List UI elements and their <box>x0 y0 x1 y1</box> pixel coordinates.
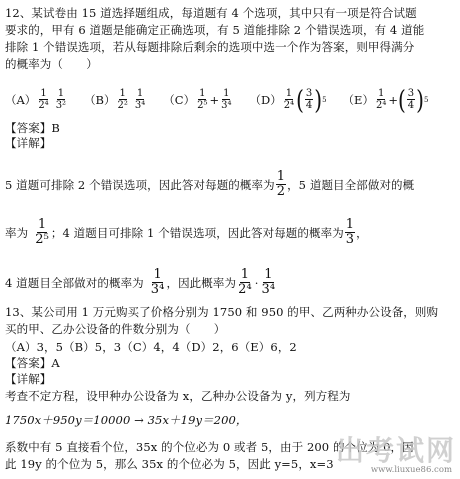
sol12-line-1 <box>5 170 414 199</box>
num: 3 <box>407 88 415 99</box>
den: 3⁴ <box>150 282 165 297</box>
den: 2⁵ <box>35 232 49 247</box>
option-c <box>163 88 233 111</box>
den: 3⁴ <box>261 282 276 297</box>
sol12-text: 5 道题可排除 2 个错误选项，因此答对每题的概率为 <box>5 177 275 192</box>
num: 1 <box>199 88 206 99</box>
exponent: 5 <box>322 95 327 104</box>
q12-options <box>5 83 429 116</box>
q13-solution-3: 此 19y 的个位为 5，那么 35x 的个位必为 5，因此 y=5，x=3 <box>5 457 334 471</box>
den: 3⁴ <box>221 100 232 111</box>
option-d <box>249 83 327 116</box>
plus-sign: + <box>388 92 398 107</box>
num: 1 <box>136 88 144 99</box>
den: 2⁴ <box>238 282 252 297</box>
den: 3⁴ <box>134 100 146 111</box>
den: 4 <box>407 100 415 111</box>
q12-line-3: 排除 1 个错误选项，若从每题排除后剩余的选项中选一个作为答案，则甲得满分 <box>5 40 415 54</box>
detail-13: 【详解】 <box>5 372 52 386</box>
sol12-text: 4 道题目全部做对的概率为 <box>5 275 144 290</box>
frac-e1 <box>375 88 387 111</box>
sol12-line-2 <box>5 218 368 247</box>
q13-options: （A）3，5（B）5，3（C）4，4（D）2，6（E）6，2 <box>5 340 297 354</box>
answer-13: 【答案】A <box>5 356 60 370</box>
q13-solution-1: 考查不定方程，设甲种办公设备为 x，乙种办公设备为 y，列方程为 <box>5 389 351 403</box>
frac-c2 <box>220 88 232 111</box>
option-a-label: （A） <box>5 92 37 107</box>
paren-close: ) <box>416 83 424 116</box>
frac-b2 <box>134 88 146 111</box>
plus-sign: + <box>209 92 220 107</box>
num: 1 <box>57 88 65 99</box>
option-c-label: （C） <box>163 92 196 107</box>
sol12-line-3: 4 道题目全部做对的概率为 $\frac{1}{\text{3⁴}}$ ，因此概率为 $\frac{1}{\text{2⁴}}$ · $\frac{1}{\text{3⁴}}$ <box>5 267 276 297</box>
num: 1 <box>240 267 250 282</box>
num: 1 <box>345 217 355 232</box>
frac-1-2pow5 <box>34 218 50 247</box>
exponent: 5 <box>423 95 429 104</box>
frac-a1 <box>37 88 49 111</box>
detail-12: 【详解】 <box>5 136 52 150</box>
frac-c1 <box>196 88 208 111</box>
num: 1 <box>119 88 126 99</box>
frac-b1 <box>117 88 129 111</box>
q12-line-4: 的概率为（ ） <box>5 57 98 71</box>
frac-a2 <box>55 88 67 111</box>
den: 2⁴ <box>375 100 387 111</box>
num: 3 <box>305 88 313 99</box>
den: 3² <box>55 100 67 111</box>
den: 3 <box>345 232 355 247</box>
den: 2⁵ <box>197 100 208 111</box>
frac-1-2pow4 <box>237 268 253 297</box>
q13-equation: 1750x＋950y＝10000 → 35x＋19y＝200， <box>5 413 248 427</box>
option-b <box>84 88 147 111</box>
frac-1-3pow4 <box>150 268 166 297</box>
option-d-label: （D） <box>249 92 282 107</box>
num: 1 <box>285 88 293 99</box>
option-a <box>5 88 68 111</box>
q13-line-1: 13、某公司用 1 万元购买了价格分别为 1750 和 950 的甲、乙两种办公设备，则购 <box>5 305 439 319</box>
den: 2⁴ <box>38 100 49 111</box>
paren-close: ) <box>314 83 323 116</box>
paren-open: ( <box>397 83 406 116</box>
sol12-text: ， <box>356 225 368 240</box>
watermark-url: www.liuxue86.com <box>370 465 452 475</box>
sol12-text: ，5 道题目全部做对的概 <box>287 177 415 192</box>
answer-12: 【答案】B <box>5 121 60 135</box>
num: 1 <box>264 267 273 282</box>
frac-half <box>276 170 286 199</box>
q13-solution-2: 系数中有 5 直接看个位，35x 的个位必为 0 或者 5，由于 200 的个位为 0，因 <box>5 440 414 454</box>
num: 1 <box>40 88 47 99</box>
q12-line-1: 12、某试卷由 15 道选择题组成，每道题有 4 个选项，其中只有一项是符合试题 <box>5 6 417 20</box>
watermark-logo: 出考试网 <box>335 434 456 467</box>
frac-1-3pow4b <box>261 268 277 297</box>
den: 2² <box>117 100 128 111</box>
frac-d1 <box>283 88 295 111</box>
num: 1 <box>153 267 162 282</box>
sol12-text: ；4 道题目可排除 1 个错误选项，因此答对每题的概率为 <box>50 225 344 240</box>
frac-d2 <box>305 88 313 111</box>
den: 2⁴ <box>283 100 295 111</box>
frac-e2 <box>407 88 415 111</box>
num: 1 <box>377 88 385 99</box>
q12-line-2: 要求的，甲有 6 道题是能确定正确选项，有 5 道能排除 2 个错误选项，有 4 道能 <box>5 23 425 37</box>
sol12-text: 率为 <box>5 225 29 240</box>
den: 2 <box>276 184 286 199</box>
num: 1 <box>223 88 230 99</box>
den: 4 <box>305 100 313 111</box>
q13-line-2: 买的甲、乙办公设备的件数分别为（ ） <box>5 322 226 336</box>
option-b-label: （B） <box>84 92 116 107</box>
sol12-text: ，因此概率为 <box>166 275 237 290</box>
frac-third <box>345 218 355 247</box>
num: 1 <box>37 217 47 232</box>
paren-open: ( <box>296 83 304 116</box>
option-e <box>342 83 429 116</box>
option-e-label: （E） <box>342 92 374 107</box>
num: 1 <box>276 169 286 184</box>
